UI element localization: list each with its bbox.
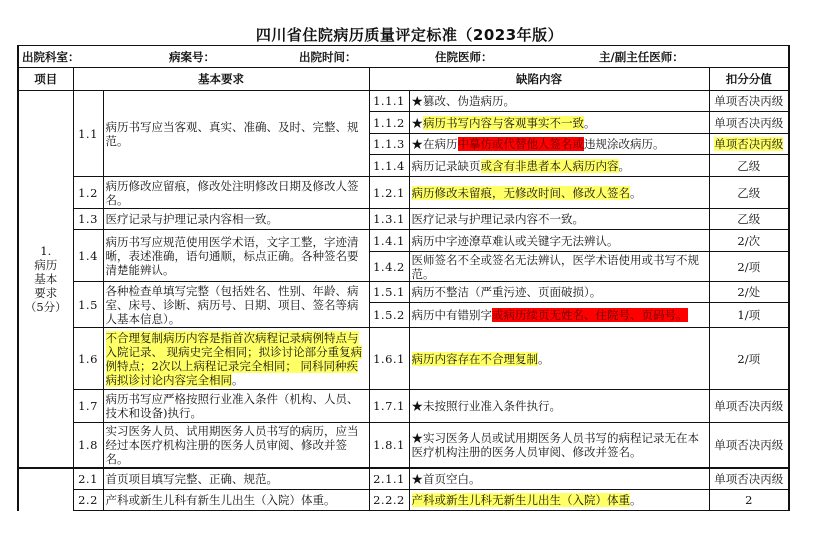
table-row	[18, 328, 789, 390]
requirement-text	[103, 423, 369, 468]
defect-text-part: ★篡改、伪造病历。	[411, 94, 515, 108]
defect-text-part: 。	[630, 493, 642, 507]
requirement-number: 1.7	[73, 390, 103, 423]
deduction-text: 2/处	[737, 285, 761, 299]
category-label-line: （5分）	[24, 299, 67, 314]
defect-text	[409, 468, 709, 490]
category-label-line: 要求	[34, 285, 58, 300]
requirement-text	[103, 91, 369, 177]
defect-text	[409, 303, 709, 328]
defect-text-part: ★未按照行业准入条件执行。	[411, 399, 561, 413]
requirement-text	[103, 177, 369, 209]
defect-text-part: ★	[411, 115, 423, 130]
record-info-row	[18, 46, 789, 68]
defect-text	[409, 112, 709, 134]
defect-text-part: 。	[618, 158, 630, 173]
requirement-text	[103, 390, 369, 423]
defect-number: 1.4.2	[369, 252, 409, 282]
defect-text-part: 。	[538, 351, 550, 366]
defect-text-part: ★实习医务人员或试用期医务人员书写的病程记录无在本医疗机构注册的医务人员审阅、修改并签名。	[411, 430, 699, 459]
table-header-row	[18, 68, 789, 91]
defect-number: 1.3.1	[369, 209, 409, 230]
defect-text	[409, 230, 709, 252]
deduction-text: 单项否决丙级	[714, 115, 784, 130]
requirement-number: 2.1	[73, 468, 103, 490]
highlighted-text: 或含有非患者本人病历内容	[480, 158, 619, 173]
requirement-number: 1.8	[73, 423, 103, 468]
deduction-value	[709, 328, 789, 390]
defect-text	[409, 423, 709, 468]
deduction-value	[709, 252, 789, 282]
defect-number: 1.6.1	[369, 328, 409, 390]
defect-text	[409, 252, 709, 282]
category-cell	[18, 91, 73, 468]
category-cell-2	[18, 468, 73, 511]
requirement-text-content: 病历修改应留痕，修改处注明修改日期及修改人签名。	[105, 178, 359, 207]
requirement-number: 1.4	[73, 230, 103, 282]
deduction-text: 2/项	[737, 259, 761, 274]
deduction-text: 2/次	[737, 233, 761, 248]
record-info-cell	[18, 46, 789, 68]
deduction-text: 单项否决丙级	[714, 137, 784, 151]
defect-number: 1.8.1	[369, 423, 409, 468]
info-field-label: 病案号：	[169, 50, 215, 64]
requirement-text-content: 不合理复制病历内容是指首次病程记录病例特点与入院记录、 现病史完全相同；拟诊讨论部分重复病例特点；2次以上病程记录完全相同； 同科同种疾病拟诊讨论内容完全相同	[105, 330, 363, 387]
highlighted-text: 或病历续页无姓名、住院号、页码号。	[492, 308, 688, 322]
defect-text-part: 病历中字迹潦草难认或关键字无法辨认。	[411, 233, 619, 248]
header-deduction: 扣分分值	[709, 68, 789, 91]
defect-number: 1.1.2	[369, 112, 409, 134]
info-field-label: 出院科室：	[22, 50, 80, 64]
defect-text	[409, 155, 709, 177]
deduction-text: 单项否决丙级	[714, 94, 784, 108]
defect-text-part: ★首页空白。	[411, 471, 481, 486]
defect-text	[409, 91, 709, 112]
deduction-text: 2/项	[737, 351, 761, 366]
defect-text-part: 医疗记录与护理记录内容不一致。	[411, 212, 584, 226]
header-item: 项目	[18, 68, 73, 91]
defect-text	[409, 177, 709, 209]
requirement-text-suffix: 。	[232, 372, 244, 387]
requirement-text	[103, 230, 369, 282]
quality-standard-table	[17, 45, 790, 511]
info-field-label: 住院医师：	[435, 50, 493, 64]
category-label-line: 基本	[34, 271, 58, 286]
defect-number: 1.1.1	[369, 91, 409, 112]
table-row	[18, 390, 789, 423]
deduction-value	[709, 155, 789, 177]
deduction-value	[709, 490, 789, 511]
deduction-value	[709, 112, 789, 134]
requirement-text-content: 各种检查单填写完整（包括姓名、性别、年龄、病室、床号、诊断、病历号、日期、项目、签名等病人基本信息）。	[105, 283, 359, 326]
requirement-text-content: 医疗记录与护理记录内容相一致。	[105, 212, 278, 226]
info-field-label: 主/副主任医师：	[599, 50, 684, 64]
table-row	[18, 177, 789, 209]
defect-number: 1.4.1	[369, 230, 409, 252]
defect-text-part: 病历不整洁（严重污迹、页面破损）。	[411, 285, 602, 299]
deduction-text: 乙级	[737, 185, 761, 200]
deduction-value	[709, 134, 789, 155]
defect-number: 1.2.1	[369, 177, 409, 209]
deduction-text: 单项否决丙级	[714, 399, 784, 413]
deduction-value	[709, 209, 789, 230]
defect-text	[409, 390, 709, 423]
requirement-text-content: 实习医务人员、试用期医务人员书写的病历，应当经过本医疗机构注册的医务人员审阅、修改并签名。	[105, 423, 359, 466]
category-number: 1.	[40, 243, 52, 258]
defect-text-part: 。	[630, 185, 642, 200]
defect-text	[409, 134, 709, 155]
requirement-text-content: 病历书写应当客观、真实、准确、及时、完整、规范。	[105, 119, 359, 148]
requirement-number: 1.6	[73, 328, 103, 390]
document-title: 四川省住院病历质量评定标准（2023年版）	[255, 26, 564, 44]
header-basic-requirements: 基本要求	[73, 68, 369, 91]
defect-text-part: 病历记录缺页	[411, 158, 481, 173]
defect-text-part: ★在病历	[411, 137, 458, 151]
requirement-text-content: 产科或新生儿科有新生儿出生（入院）体重。	[105, 493, 336, 507]
highlighted-text: 病历修改未留痕，无修改时间、修改人签名	[411, 185, 630, 200]
defect-text-part: 病历中有错别字	[411, 308, 492, 322]
defect-number: 1.1.4	[369, 155, 409, 177]
requirement-number: 1.1	[73, 91, 103, 177]
deduction-text: 2	[745, 493, 753, 507]
defect-text-part: 。	[584, 115, 596, 130]
requirement-text	[103, 209, 369, 230]
table-row	[18, 282, 789, 303]
highlighted-text: 产科或新生儿科无新生儿出生（入院）体重	[411, 493, 630, 507]
deduction-value	[709, 303, 789, 328]
deduction-text: 1/项	[737, 308, 761, 322]
requirement-text	[103, 282, 369, 328]
defect-number: 2.1.1	[369, 468, 409, 490]
requirement-number: 2.2	[73, 490, 103, 511]
defect-text	[409, 282, 709, 303]
defect-number: 2.2.2	[369, 490, 409, 511]
deduction-value	[709, 91, 789, 112]
defect-text	[409, 209, 709, 230]
requirement-text-content: 首页项目填写完整、正确、规范。	[105, 471, 278, 486]
deduction-text: 单项否决丙级	[714, 437, 784, 452]
defect-number: 1.7.1	[369, 390, 409, 423]
defect-number: 1.5.2	[369, 303, 409, 328]
requirement-text-content: 病历书写应严格按照行业准入条件（机构、人员、技术和设备)执行。	[105, 392, 359, 420]
deduction-text: 单项否决丙级	[714, 471, 784, 486]
requirement-text	[103, 490, 369, 511]
highlighted-text: 病历内容存在不合理复制	[411, 351, 538, 366]
highlighted-text: 病历书写内容与客观事实不一致	[423, 115, 584, 130]
deduction-value	[709, 282, 789, 303]
deduction-value	[709, 468, 789, 490]
table-row	[18, 91, 789, 112]
info-field-label: 出院时间：	[299, 50, 357, 64]
table-row	[18, 490, 789, 511]
requirement-number: 1.2	[73, 177, 103, 209]
defect-text	[409, 328, 709, 390]
category-label-line: 病历	[34, 257, 58, 272]
deduction-text: 乙级	[737, 158, 761, 173]
requirement-text	[103, 468, 369, 490]
defect-text-part: 违规涂改病历。	[584, 137, 665, 151]
deduction-value	[709, 177, 789, 209]
header-defect-content: 缺陷内容	[369, 68, 709, 91]
deduction-value	[709, 390, 789, 423]
defect-number: 1.5.1	[369, 282, 409, 303]
requirement-text	[103, 328, 369, 390]
table-row	[18, 423, 789, 468]
table-row	[18, 230, 789, 252]
deduction-value	[709, 230, 789, 252]
highlighted-text: 中摹仿或代替他人签名或	[457, 137, 584, 151]
requirement-text-content: 病历书写应规范使用医学术语，文字工整，字迹清晰，表述准确，语句通顺，标点正确。各种签名要清楚能辨认。	[105, 234, 359, 277]
deduction-value	[709, 423, 789, 468]
defect-number: 1.1.3	[369, 134, 409, 155]
defect-text-part: 医师签名不全或签名无法辨认，医学术语使用或书写不规范。	[411, 252, 699, 281]
requirement-number: 1.3	[73, 209, 103, 230]
deduction-text: 乙级	[737, 212, 761, 226]
table-row	[18, 468, 789, 490]
defect-text	[409, 490, 709, 511]
requirement-number: 1.5	[73, 282, 103, 328]
table-row	[18, 209, 789, 230]
